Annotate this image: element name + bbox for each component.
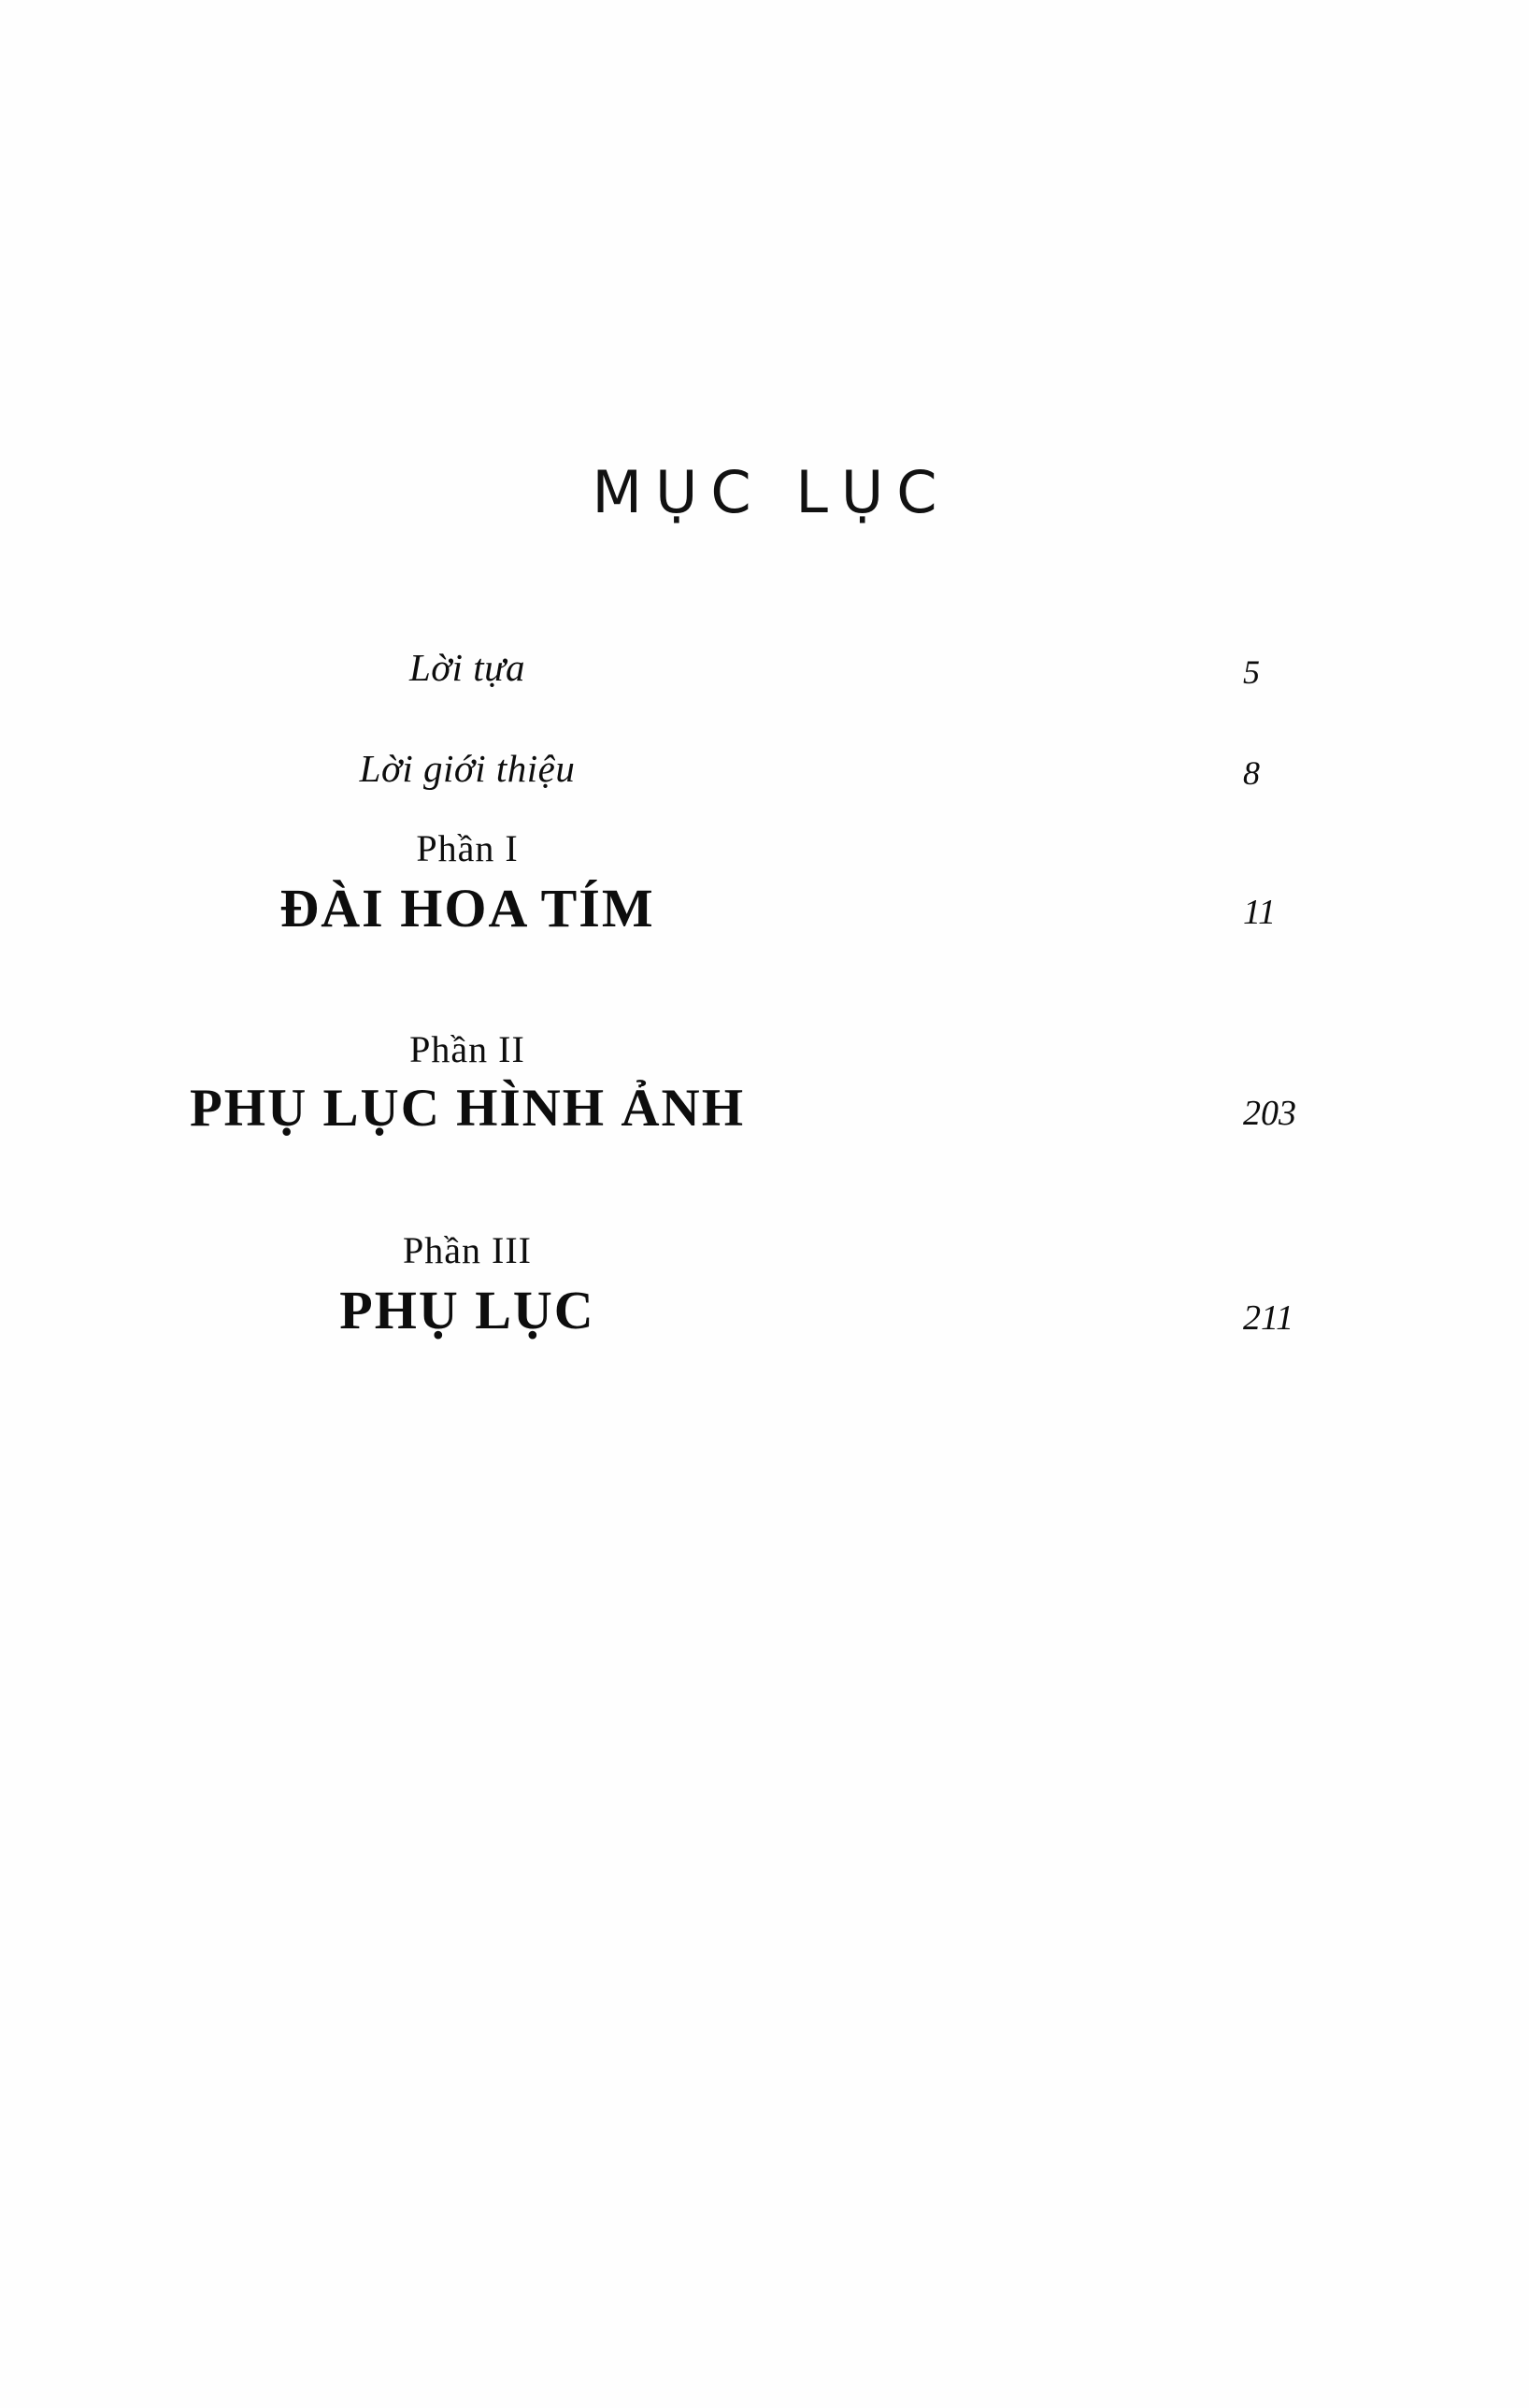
toc-entry-part-2[interactable] bbox=[0, 1020, 1529, 1221]
toc-entry-part-1[interactable] bbox=[0, 819, 1529, 1020]
toc-part-label: Phần III bbox=[403, 1229, 532, 1271]
toc-entry-loi-tua[interactable] bbox=[0, 617, 1529, 718]
toc-part-label: Phần I bbox=[416, 827, 519, 869]
toc-entry-page-number: 203 bbox=[1243, 1094, 1296, 1133]
toc-part-title: PHỤ LỤC HÌNH ẢNH bbox=[189, 1079, 746, 1138]
toc-entry-page-number: 211 bbox=[1243, 1298, 1294, 1338]
toc-entry-part-3[interactable] bbox=[0, 1221, 1529, 1422]
table-of-contents bbox=[0, 617, 1529, 1422]
toc-part-title: ĐÀI HOA TÍM bbox=[279, 878, 655, 939]
toc-part-title: PHỤ LỤC bbox=[339, 1280, 595, 1340]
toc-part-label: Phần II bbox=[409, 1028, 525, 1070]
page-title: MỤC LỤC bbox=[592, 458, 950, 526]
toc-entry-label: Lời tựa bbox=[408, 646, 526, 689]
toc-entry-loi-gioi-thieu[interactable] bbox=[0, 718, 1529, 819]
toc-entry-page-number: 5 bbox=[1243, 653, 1260, 691]
toc-entry-page-number: 11 bbox=[1243, 893, 1277, 932]
toc-entry-label: Lời giới thiệu bbox=[359, 747, 576, 790]
toc-entry-page-number: 8 bbox=[1243, 754, 1260, 792]
